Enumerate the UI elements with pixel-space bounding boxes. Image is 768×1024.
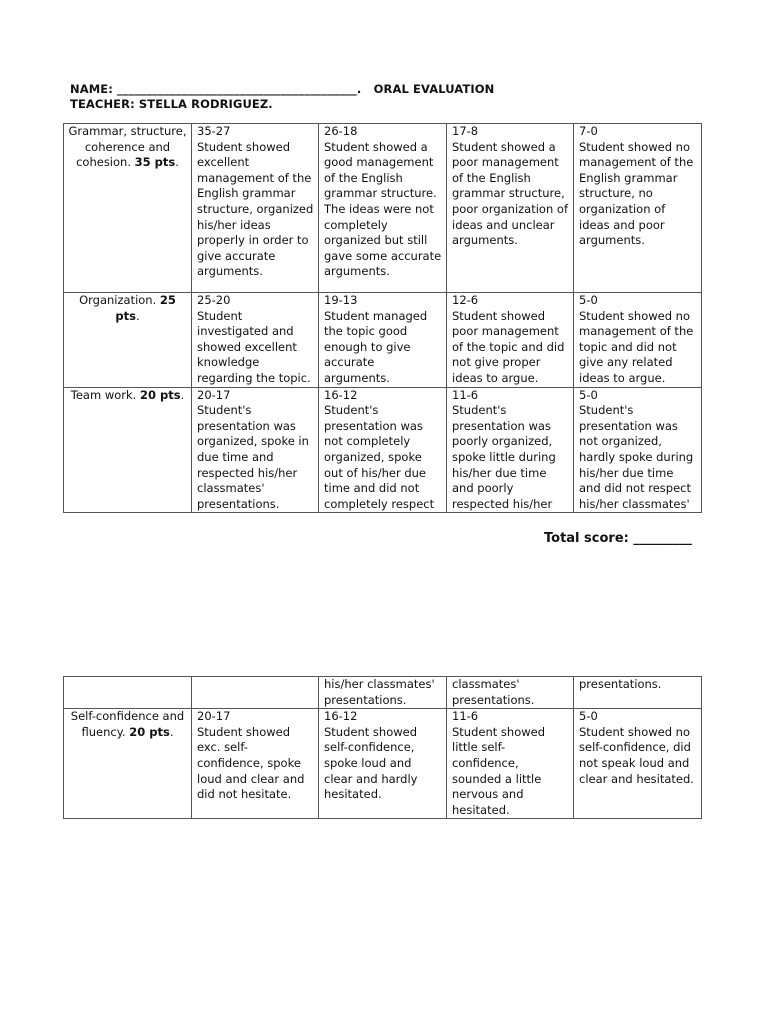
score-range: 35-27 bbox=[197, 124, 231, 138]
criterion-points: 35 pts bbox=[134, 155, 176, 170]
score-range: 11-6 bbox=[452, 387, 479, 402]
level-cell bbox=[574, 124, 702, 293]
total-score: Total score: _________ bbox=[544, 531, 692, 546]
rubric-row-team-work bbox=[64, 387, 702, 513]
level-description: Student investigated and showed excellent knowledge regarding the topic. bbox=[197, 308, 311, 385]
level-cell bbox=[447, 293, 574, 388]
criterion-cell: Team work. 20 pts. bbox=[64, 387, 192, 513]
carryover-cell bbox=[192, 677, 319, 709]
criterion-points: 20 pts bbox=[129, 724, 170, 739]
score-range: 5-0 bbox=[579, 387, 598, 402]
rubric-row-organization bbox=[64, 293, 702, 388]
rubric-table-continued bbox=[63, 676, 702, 819]
level-description: Student's presentation was not organized, hardly spoke during his/her due time and did not respect his/her classmates' bbox=[579, 403, 694, 511]
level-cell bbox=[319, 293, 447, 388]
level-cell bbox=[192, 387, 319, 513]
score-range: 16-12 bbox=[324, 387, 358, 402]
score-range: 16-12 bbox=[324, 709, 358, 724]
level-cell bbox=[319, 124, 447, 293]
score-range: 19-13 bbox=[324, 293, 358, 307]
criterion-cell: Grammar, structure, coherence and cohesion. 35 pts. bbox=[64, 124, 192, 293]
level-description: Student showed excellent management of the English grammar structure, organized his/her ideas properly in order to give accurate arguments. bbox=[197, 139, 314, 279]
level-cell bbox=[192, 124, 319, 293]
carryover-cell: his/her classmates' presentations. bbox=[319, 677, 447, 709]
criterion-label: Grammar, structure, coherence and cohesion. bbox=[68, 124, 187, 170]
score-range: 20-17 bbox=[197, 387, 231, 402]
level-description: Student showed self-confidence, spoke loud and clear and hardly hesitated. bbox=[324, 724, 418, 802]
level-description: Student showed no self-confidence, did not speak loud and clear and hesitated. bbox=[579, 724, 694, 786]
level-description: Student showed little self-confidence, sounded a little nervous and hesitated. bbox=[452, 724, 546, 817]
score-range: 26-18 bbox=[324, 124, 358, 138]
level-cell bbox=[447, 124, 574, 293]
document-header bbox=[70, 82, 494, 112]
level-cell bbox=[319, 387, 447, 513]
score-range: 5-0 bbox=[579, 709, 598, 724]
level-description: Student showed poor management of the topic and did not give proper ideas to argue. bbox=[452, 308, 565, 385]
criterion-points: 20 pts bbox=[139, 387, 181, 402]
criterion-cell: Organization. 25 pts. bbox=[64, 293, 192, 388]
criterion-label: Organization. bbox=[79, 293, 157, 307]
criterion-label: Team work. bbox=[70, 387, 137, 402]
level-description: Student showed no management of the English grammar structure, no organization of ideas and poor arguments. bbox=[579, 139, 694, 248]
level-description: Student's presentation was organized, spoke in due time and respected his/her classmates' presentations. bbox=[197, 403, 309, 511]
level-description: Student showed a poor management of the English grammar structure, poor organization of ideas and unclear arguments. bbox=[452, 139, 568, 248]
level-description: Student showed no management of the topic and did not give any related ideas to argue. bbox=[579, 308, 694, 385]
score-range: 7-0 bbox=[579, 124, 598, 138]
score-range: 25-20 bbox=[197, 293, 231, 307]
level-cell bbox=[447, 709, 574, 819]
level-description: Student's presentation was not completely organized, spoke out of his/her due time and did not completely respect bbox=[324, 403, 435, 511]
rubric-row-grammar bbox=[64, 124, 702, 293]
teacher-line: TEACHER: STELLA RODRIGUEZ. bbox=[70, 97, 273, 111]
criterion-points: 25 pts bbox=[115, 293, 176, 323]
carryover-cell: presentations. bbox=[574, 677, 702, 709]
level-description: Student managed the topic good enough to give accurate arguments. bbox=[324, 308, 428, 385]
name-line: NAME: _________________________________________. ORAL EVALUATION bbox=[70, 82, 495, 96]
level-description: Student's presentation was poorly organized, spoke little during his/her due time and poorly respected his/her bbox=[452, 403, 556, 511]
level-cell bbox=[574, 387, 702, 513]
criterion-label: Self-confidence and fluency. bbox=[70, 709, 185, 739]
level-description: Student showed a good management of the English grammar structure. The ideas were not completely organized but still gave some accurate arguments. bbox=[324, 139, 442, 279]
level-cell bbox=[192, 709, 319, 819]
level-cell bbox=[192, 293, 319, 388]
level-description: Student showed exc. self-confidence, spoke loud and clear and did not hesitate. bbox=[197, 724, 305, 802]
rubric-table bbox=[63, 123, 702, 513]
level-cell bbox=[574, 709, 702, 819]
score-range: 17-8 bbox=[452, 124, 479, 138]
score-range: 12-6 bbox=[452, 293, 479, 307]
score-range: 5-0 bbox=[579, 293, 598, 307]
carryover-cell bbox=[64, 677, 192, 709]
rubric-row-self-confidence bbox=[64, 709, 702, 819]
score-range: 11-6 bbox=[452, 709, 479, 724]
level-cell bbox=[319, 709, 447, 819]
carryover-cell: classmates' presentations. bbox=[447, 677, 574, 709]
carryover-row bbox=[64, 677, 702, 709]
score-range: 20-17 bbox=[197, 709, 231, 724]
level-cell bbox=[447, 387, 574, 513]
criterion-cell: Self-confidence and fluency. 20 pts. bbox=[64, 709, 192, 819]
level-cell bbox=[574, 293, 702, 388]
